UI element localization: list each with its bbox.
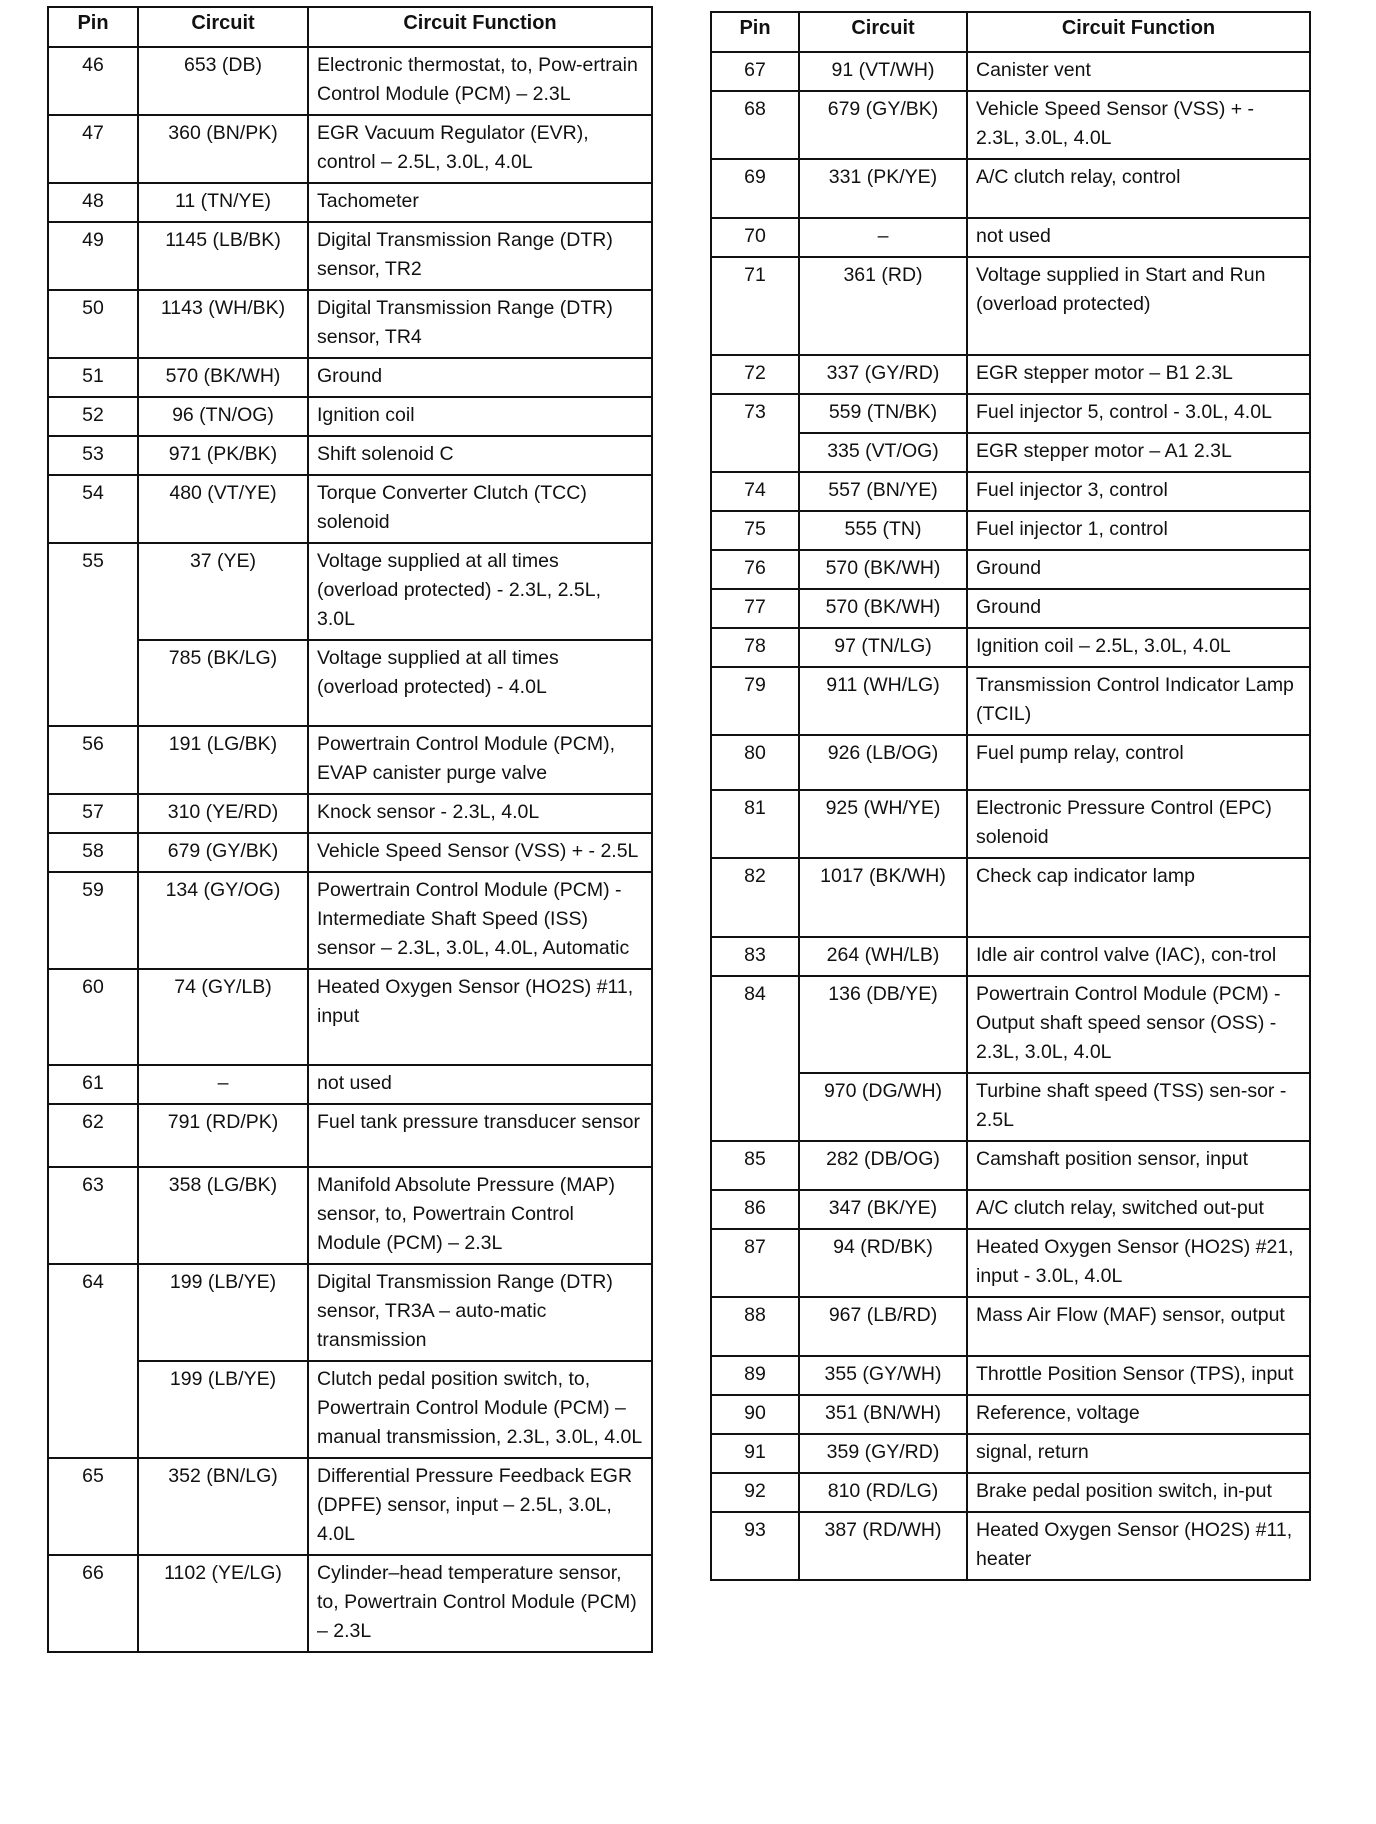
circuit-function: Powertrain Control Module (PCM) - Output shaft speed sensor (OSS) - 2.3L, 3.0L, 4.0L [967, 976, 1310, 1073]
pin-number: 77 [711, 589, 799, 628]
table-row [711, 472, 1310, 511]
circuit-function: Fuel injector 1, control [967, 511, 1310, 550]
circuit-code: 359 (GY/RD) [799, 1434, 967, 1473]
table-row [711, 858, 1310, 937]
circuit-function: A/C clutch relay, switched out-put [967, 1190, 1310, 1229]
circuit-function: Torque Converter Clutch (TCC) solenoid [308, 475, 652, 543]
circuit-function: Ground [308, 358, 652, 397]
pin-number: 74 [711, 472, 799, 511]
pin-table-left [47, 6, 653, 1653]
table-row [711, 1141, 1310, 1190]
table-row [711, 628, 1310, 667]
circuit-code: 967 (LB/RD) [799, 1297, 967, 1356]
pin-number: 78 [711, 628, 799, 667]
circuit-code: 352 (BN/LG) [138, 1458, 308, 1555]
pin-number: 91 [711, 1434, 799, 1473]
circuit-code: 74 (GY/LB) [138, 969, 308, 1065]
circuit-function: Digital Transmission Range (DTR) sensor, TR2 [308, 222, 652, 290]
circuit-code: 351 (BN/WH) [799, 1395, 967, 1434]
circuit-function: EGR stepper motor – A1 2.3L [967, 433, 1310, 472]
circuit-function: Vehicle Speed Sensor (VSS) + - 2.5L [308, 833, 652, 872]
table-row [711, 937, 1310, 976]
circuit-code: 199 (LB/YE) [138, 1264, 308, 1361]
circuit-function: Powertrain Control Module (PCM), EVAP canister purge valve [308, 726, 652, 794]
table-row [48, 397, 652, 436]
circuit-code: 679 (GY/BK) [138, 833, 308, 872]
table-row [48, 1065, 652, 1104]
circuit-code: 911 (WH/LG) [799, 667, 967, 735]
table-row [48, 1555, 652, 1652]
circuit-function: Clutch pedal position switch, to, Powertrain Control Module (PCM) – manual transmission, 2.3L, 3.0L, 4.0L [308, 1361, 652, 1458]
circuit-function: Digital Transmission Range (DTR) sensor, TR4 [308, 290, 652, 358]
table-row [48, 543, 652, 640]
table-row [48, 872, 652, 969]
table-row [711, 1473, 1310, 1512]
table-row [711, 433, 1310, 472]
circuit-function: Fuel tank pressure transducer sensor [308, 1104, 652, 1167]
circuit-code: 555 (TN) [799, 511, 967, 550]
circuit-function: Reference, voltage [967, 1395, 1310, 1434]
pin-number: 57 [48, 794, 138, 833]
table-row [48, 1264, 652, 1361]
circuit-code: 134 (GY/OG) [138, 872, 308, 969]
circuit-code: 199 (LB/YE) [138, 1361, 308, 1458]
circuit-function: Transmission Control Indicator Lamp (TCIL) [967, 667, 1310, 735]
circuit-code: 791 (RD/PK) [138, 1104, 308, 1167]
circuit-code: 679 (GY/BK) [799, 91, 967, 159]
table-row [48, 833, 652, 872]
circuit-function: Voltage supplied at all times (overload protected) - 4.0L [308, 640, 652, 726]
table-row [48, 1361, 652, 1458]
circuit-function: Brake pedal position switch, in-put [967, 1473, 1310, 1512]
pin-number: 52 [48, 397, 138, 436]
table-row [48, 1458, 652, 1555]
circuit-code: 570 (BK/WH) [799, 589, 967, 628]
circuit-code: 570 (BK/WH) [138, 358, 308, 397]
circuit-code: 96 (TN/OG) [138, 397, 308, 436]
pin-number: 64 [48, 1264, 138, 1458]
pin-number: 84 [711, 976, 799, 1141]
pin-number: 65 [48, 1458, 138, 1555]
pin-number: 72 [711, 355, 799, 394]
pin-number: 54 [48, 475, 138, 543]
circuit-code: 1145 (LB/BK) [138, 222, 308, 290]
circuit-code: 282 (DB/OG) [799, 1141, 967, 1190]
circuit-code: 810 (RD/LG) [799, 1473, 967, 1512]
pin-number: 92 [711, 1473, 799, 1512]
pin-number: 71 [711, 257, 799, 355]
pin-number: 87 [711, 1229, 799, 1297]
pin-number: 60 [48, 969, 138, 1065]
pin-number: 62 [48, 1104, 138, 1167]
circuit-function: Ground [967, 550, 1310, 589]
circuit-function: Fuel injector 3, control [967, 472, 1310, 511]
circuit-function: Electronic thermostat, to, Pow-ertrain Control Module (PCM) – 2.3L [308, 47, 652, 115]
circuit-function: not used [967, 218, 1310, 257]
circuit-code: 91 (VT/WH) [799, 52, 967, 91]
table-row [711, 218, 1310, 257]
circuit-code: 94 (RD/BK) [799, 1229, 967, 1297]
table-row [48, 358, 652, 397]
table-row [48, 115, 652, 183]
pin-number: 83 [711, 937, 799, 976]
circuit-function: Tachometer [308, 183, 652, 222]
pin-number: 51 [48, 358, 138, 397]
pin-number: 81 [711, 790, 799, 858]
pin-table-right [710, 11, 1311, 1581]
table-body [711, 52, 1310, 1580]
table-row [711, 550, 1310, 589]
circuit-function: signal, return [967, 1434, 1310, 1473]
circuit-code: 387 (RD/WH) [799, 1512, 967, 1580]
table-row [711, 394, 1310, 433]
circuit-code: 347 (BK/YE) [799, 1190, 967, 1229]
circuit-code: 480 (VT/YE) [138, 475, 308, 543]
table-row [711, 1229, 1310, 1297]
table-row [48, 222, 652, 290]
table-header-row [711, 12, 1310, 52]
circuit-function: Ignition coil [308, 397, 652, 436]
table-row [48, 436, 652, 475]
circuit-code: 360 (BN/PK) [138, 115, 308, 183]
table-row [711, 1073, 1310, 1141]
circuit-function: A/C clutch relay, control [967, 159, 1310, 218]
circuit-function: Idle air control valve (IAC), con-trol [967, 937, 1310, 976]
pin-number: 50 [48, 290, 138, 358]
pin-number: 86 [711, 1190, 799, 1229]
circuit-code: 331 (PK/YE) [799, 159, 967, 218]
pin-number: 75 [711, 511, 799, 550]
pin-column-header: Pin [48, 7, 138, 47]
circuit-function: Check cap indicator lamp [967, 858, 1310, 937]
circuit-code: 970 (DG/WH) [799, 1073, 967, 1141]
circuit-function: Shift solenoid C [308, 436, 652, 475]
circuit-function: Fuel injector 5, control - 3.0L, 4.0L [967, 394, 1310, 433]
circuit-function: Cylinder–head temperature sensor, to, Powertrain Control Module (PCM) – 2.3L [308, 1555, 652, 1652]
circuit-code: 557 (BN/YE) [799, 472, 967, 511]
pin-number: 49 [48, 222, 138, 290]
table-row [711, 790, 1310, 858]
pin-number: 59 [48, 872, 138, 969]
pin-number: 82 [711, 858, 799, 937]
circuit-function: Differential Pressure Feedback EGR (DPFE) sensor, input – 2.5L, 3.0L, 4.0L [308, 1458, 652, 1555]
circuit-code: 37 (YE) [138, 543, 308, 640]
pin-number: 67 [711, 52, 799, 91]
table-row [48, 1104, 652, 1167]
pin-number: 55 [48, 543, 138, 726]
circuit-function: Heated Oxygen Sensor (HO2S) #11, heater [967, 1512, 1310, 1580]
table-row [711, 1512, 1310, 1580]
pin-number: 73 [711, 394, 799, 472]
circuit-code: 335 (VT/OG) [799, 433, 967, 472]
pin-number: 56 [48, 726, 138, 794]
table-row [711, 355, 1310, 394]
circuit-code: 1143 (WH/BK) [138, 290, 308, 358]
pin-number: 88 [711, 1297, 799, 1356]
pin-number: 79 [711, 667, 799, 735]
table-row [711, 91, 1310, 159]
circuit-code: 97 (TN/LG) [799, 628, 967, 667]
circuit-function: Heated Oxygen Sensor (HO2S) #21, input - 3.0L, 4.0L [967, 1229, 1310, 1297]
circuit-function: Fuel pump relay, control [967, 735, 1310, 790]
circuit-code: – [138, 1065, 308, 1104]
table-row [711, 667, 1310, 735]
table-row [48, 475, 652, 543]
pin-number: 93 [711, 1512, 799, 1580]
circuit-code: – [799, 218, 967, 257]
table-row [711, 1190, 1310, 1229]
circuit-code: 337 (GY/RD) [799, 355, 967, 394]
circuit-function: Heated Oxygen Sensor (HO2S) #11, input [308, 969, 652, 1065]
table-row [711, 1395, 1310, 1434]
circuit-function: Powertrain Control Module (PCM) - Intermediate Shaft Speed (ISS) sensor – 2.3L, 3.0L, 4.0L, Automatic [308, 872, 652, 969]
pin-number: 80 [711, 735, 799, 790]
circuit-function: Canister vent [967, 52, 1310, 91]
function-column-header: Circuit Function [967, 12, 1310, 52]
circuit-code: 136 (DB/YE) [799, 976, 967, 1073]
function-column-header: Circuit Function [308, 7, 652, 47]
table-row [711, 511, 1310, 550]
circuit-function: Vehicle Speed Sensor (VSS) + - 2.3L, 3.0L, 4.0L [967, 91, 1310, 159]
circuit-code: 1102 (YE/LG) [138, 1555, 308, 1652]
pin-column-header: Pin [711, 12, 799, 52]
circuit-function: Voltage supplied in Start and Run (overload protected) [967, 257, 1310, 355]
table-row [48, 183, 652, 222]
pin-number: 46 [48, 47, 138, 115]
circuit-code: 264 (WH/LB) [799, 937, 967, 976]
circuit-function: EGR stepper motor – B1 2.3L [967, 355, 1310, 394]
circuit-code: 11 (TN/YE) [138, 183, 308, 222]
circuit-function: Ignition coil – 2.5L, 3.0L, 4.0L [967, 628, 1310, 667]
pin-number: 53 [48, 436, 138, 475]
table-row [711, 976, 1310, 1073]
circuit-function: Camshaft position sensor, input [967, 1141, 1310, 1190]
circuit-code: 358 (LG/BK) [138, 1167, 308, 1264]
table-row [711, 1356, 1310, 1395]
pin-number: 89 [711, 1356, 799, 1395]
table-row [48, 726, 652, 794]
pin-number: 48 [48, 183, 138, 222]
circuit-code: 355 (GY/WH) [799, 1356, 967, 1395]
circuit-code: 971 (PK/BK) [138, 436, 308, 475]
circuit-function: not used [308, 1065, 652, 1104]
circuit-code: 191 (LG/BK) [138, 726, 308, 794]
circuit-code: 653 (DB) [138, 47, 308, 115]
table-row [48, 969, 652, 1065]
pin-number: 61 [48, 1065, 138, 1104]
pin-number: 76 [711, 550, 799, 589]
pin-number: 68 [711, 91, 799, 159]
pin-number: 69 [711, 159, 799, 218]
circuit-function: Knock sensor - 2.3L, 4.0L [308, 794, 652, 833]
circuit-code: 310 (YE/RD) [138, 794, 308, 833]
circuit-code: 1017 (BK/WH) [799, 858, 967, 937]
table-row [711, 1297, 1310, 1356]
table-row [711, 257, 1310, 355]
pin-number: 90 [711, 1395, 799, 1434]
table-row [711, 735, 1310, 790]
circuit-function: Voltage supplied at all times (overload protected) - 2.3L, 2.5L, 3.0L [308, 543, 652, 640]
circuit-code: 785 (BK/LG) [138, 640, 308, 726]
pin-number: 47 [48, 115, 138, 183]
circuit-function: Throttle Position Sensor (TPS), input [967, 1356, 1310, 1395]
circuit-function: Manifold Absolute Pressure (MAP) sensor, to, Powertrain Control Module (PCM) – 2.3L [308, 1167, 652, 1264]
table-row [711, 159, 1310, 218]
circuit-code: 570 (BK/WH) [799, 550, 967, 589]
circuit-function: EGR Vacuum Regulator (EVR), control – 2.5L, 3.0L, 4.0L [308, 115, 652, 183]
circuit-function: Turbine shaft speed (TSS) sen-sor - 2.5L [967, 1073, 1310, 1141]
pin-number: 58 [48, 833, 138, 872]
table-row [711, 1434, 1310, 1473]
circuit-code: 926 (LB/OG) [799, 735, 967, 790]
pin-number: 85 [711, 1141, 799, 1190]
table-row [711, 52, 1310, 91]
pin-number: 70 [711, 218, 799, 257]
circuit-code: 559 (TN/BK) [799, 394, 967, 433]
table-row [48, 640, 652, 726]
table-row [48, 290, 652, 358]
circuit-function: Digital Transmission Range (DTR) sensor, TR3A – auto-matic transmission [308, 1264, 652, 1361]
circuit-column-header: Circuit [138, 7, 308, 47]
circuit-code: 361 (RD) [799, 257, 967, 355]
pin-number: 66 [48, 1555, 138, 1652]
circuit-code: 925 (WH/YE) [799, 790, 967, 858]
table-row [48, 47, 652, 115]
circuit-function: Ground [967, 589, 1310, 628]
circuit-column-header: Circuit [799, 12, 967, 52]
table-header-row [48, 7, 652, 47]
circuit-function: Electronic Pressure Control (EPC) solenoid [967, 790, 1310, 858]
circuit-function: Mass Air Flow (MAF) sensor, output [967, 1297, 1310, 1356]
table-body [48, 47, 652, 1652]
table-row [48, 1167, 652, 1264]
table-row [48, 794, 652, 833]
pin-number: 63 [48, 1167, 138, 1264]
table-row [711, 589, 1310, 628]
